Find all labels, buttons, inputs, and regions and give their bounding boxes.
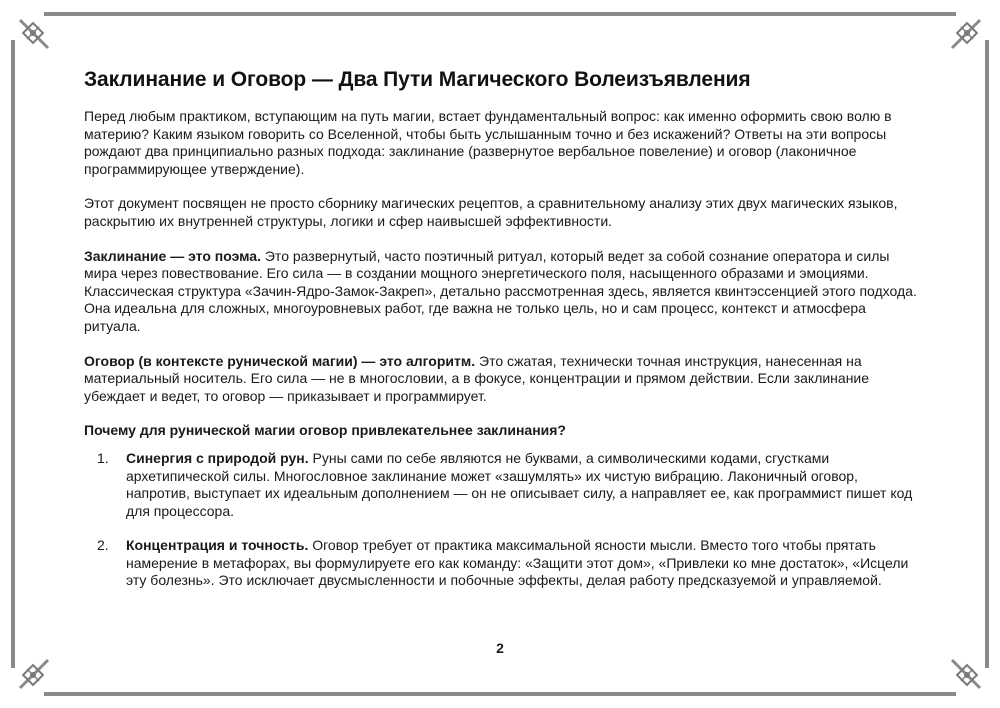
list-item-text: Руны сами по себе являются не буквами, а символическими кодами, сгустками архетипической силы. Многословное заклинание может «зашумлять» их чистую вибрацию. Лаконичный оговор, напротив, выступает их идеальным дополнением — он не описывает силу, а направляет ее, как программист пишет код для процессора. (126, 449, 913, 519)
intro-paragraph: Этот документ посвящен не просто сборнику магических рецептов, а сравнительному анализу этих двух магических языков, раскрытию их внутренней структуры, логики и сфер наивысшей эффективности. (84, 195, 898, 229)
list-item-number: 2. (97, 537, 109, 554)
reasons-list (84, 450, 920, 590)
corner-ornament-icon (14, 654, 54, 694)
ogovor-text: Это сжатая, технически точная инструкция, нанесенная на материальный носитель. Его сила — не в многословии, а в фокусе, концентрации и прямом действии. Если заклинание убеждает и ведет, то оговор — приказывает и программирует. (84, 352, 870, 404)
frame-border-right (985, 40, 989, 668)
list-item-number: 1. (97, 449, 109, 466)
section-question: Почему для рунической магии оговор привлекательнее заклинания? (84, 422, 566, 439)
list-item-lead: Концентрация и точность. (126, 537, 309, 554)
ogovor-lead: Оговор (в контексте рунической магии) — это алгоритм. (84, 352, 476, 369)
corner-ornament-icon (946, 14, 986, 54)
page-number: 2 (496, 640, 504, 656)
list-item-text: Оговор требует от практика максимальной ясности мысли. Вместо того чтобы прятать намерение в метафорах, вы формулируете его как команду: «Защити этот дом», «Привлеки ко мне достаток», «Исцели эту болезнь». Это исключает двусмысленности и побочные эффекты, делая работу предсказуемой и управляемой. (126, 537, 909, 589)
list-item (84, 537, 920, 590)
frame-border-left (11, 40, 15, 668)
frame-border-top (44, 12, 956, 16)
ogovor-paragraph (84, 353, 920, 406)
document-body (84, 68, 920, 607)
list-item (84, 450, 920, 520)
spell-lead: Заклинание — это поэма. (84, 247, 261, 264)
corner-ornament-icon (946, 654, 986, 694)
intro-paragraph: Перед любым практиком, вступающим на путь магии, встает фундаментальный вопрос: как именно оформить свою волю в материю? Каким языком говорить со Вселенной, чтобы быть услышанным точно и без искажений? Ответы на эти вопросы рождают два принципиально разных подхода: заклинание (развернутое вербальное повеление) и оговор (лаконичное программирующее утверждение). (84, 108, 892, 177)
page-title: Заклинание и Оговор — Два Пути Магического Волеизъявления (84, 68, 751, 91)
spell-text: Это развернутый, часто поэтичный ритуал, который ведет за собой сознание оператора и силы мира через повествование. Его сила — в создании мощного энергетического поля, насыщенного образами и эмоциями. Классическая структура «Зачин-Ядро-Замок-Закреп», детально рассмотренная здесь, является квинтэссенцией этого подхода. Она идеальна для сложных, многоуровневых работ, где важна не только цель, но и сам процесс, контекст и атмосфера ритуала. (84, 247, 917, 334)
corner-ornament-icon (14, 14, 54, 54)
spell-paragraph (84, 248, 920, 336)
list-item-lead: Синергия с природой рун. (126, 449, 309, 466)
frame-border-bottom (44, 692, 956, 696)
